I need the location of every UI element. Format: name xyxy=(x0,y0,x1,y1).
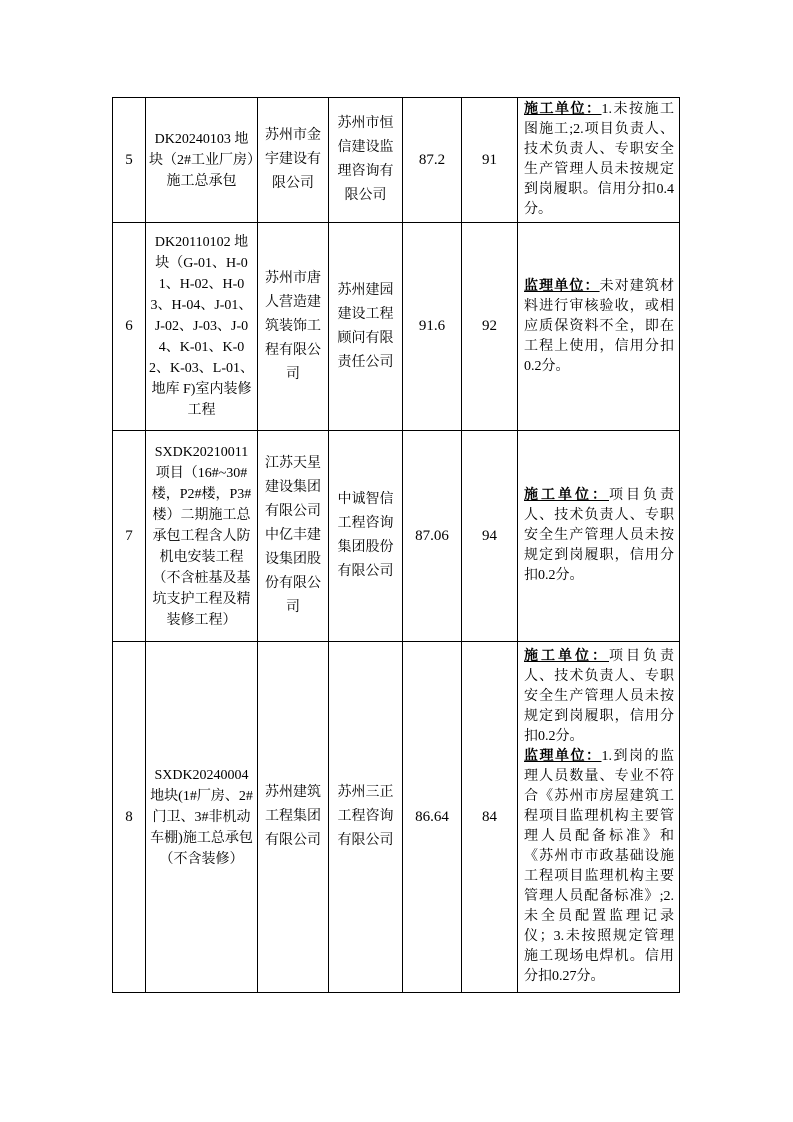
project-name-cell: SXDK20210011 项目（16#~30#楼，P2#楼，P3#楼）二期施工总承包工程含人防机电安装工程（不含桩基及基坑支护工程及精装修工程） xyxy=(146,431,258,642)
remark-text: 项目负责人、技术负责人、专职安全生产管理人员未按规定到岗履职，信用分扣0.2分。 xyxy=(524,488,674,583)
remark-item xyxy=(524,486,674,586)
score2-cell: 92 xyxy=(462,223,518,431)
table-row xyxy=(113,223,680,431)
credit-score-table xyxy=(112,97,680,993)
remark-item xyxy=(524,747,674,987)
score2-cell: 94 xyxy=(462,431,518,642)
row-number-cell: 7 xyxy=(113,431,146,642)
construction-company-cell: 江苏天星建设集团有限公司中亿丰建设集团股份有限公司 xyxy=(258,431,329,642)
table-row xyxy=(113,98,680,223)
row-number-cell: 8 xyxy=(113,642,146,993)
remark-unit-label: 监理单位： xyxy=(524,278,600,294)
supervision-company-cell: 苏州市恒信建设监理咨询有限公司 xyxy=(329,98,403,223)
supervision-company-cell: 苏州三正工程咨询有限公司 xyxy=(329,642,403,993)
table-row xyxy=(113,642,680,993)
remark-unit-label: 监理单位： xyxy=(524,749,602,764)
supervision-company-cell: 中诚智信工程咨询集团股份有限公司 xyxy=(329,431,403,642)
remark-unit-label: 施工单位： xyxy=(524,102,602,117)
score2-cell: 84 xyxy=(462,642,518,993)
remark-text: 1.到岗的监理人员数量、专业不符合《苏州市房屋建筑工程项目监理机构主要管理人员配备标准》和《苏州市市政基础设施工程项目监理机构主要管理人员配备标准》;2.未全员配置监理记录仪；3.未按照规定管理施工现场电焊机。信用分扣0.27分。 xyxy=(524,749,674,984)
row-number-cell: 5 xyxy=(113,98,146,223)
construction-company-cell: 苏州市唐人营造建筑装饰工程有限公司 xyxy=(258,223,329,431)
remark-text: 1.未按施工图施工;2.项目负责人、技术负责人、专职安全生产管理人员未按规定到岗履职。信用分扣0.4分。 xyxy=(524,102,674,217)
project-name-cell: DK20240103 地块（2#工业厂房）施工总承包 xyxy=(146,98,258,223)
remarks-cell xyxy=(518,98,680,223)
supervision-company-cell: 苏州建园建设工程顾问有限责任公司 xyxy=(329,223,403,431)
remark-item xyxy=(524,100,674,220)
score1-cell: 87.2 xyxy=(403,98,462,223)
project-name-cell: DK20110102 地块（G-01、H-01、H-02、H-03、H-04、J-01、J-02、J-03、J-04、K-01、K-02、K-03、L-01、地库 F)室内装修工程 xyxy=(146,223,258,431)
remark-text: 未对建筑材料进行审核验收，或相应质保资料不全，即在工程上使用，信用分扣0.2分。 xyxy=(524,278,675,374)
remark-unit-label: 施工单位： xyxy=(524,649,609,664)
score1-cell: 86.64 xyxy=(403,642,462,993)
remarks-cell xyxy=(518,431,680,642)
remarks-cell xyxy=(518,642,680,993)
score1-cell: 87.06 xyxy=(403,431,462,642)
remarks-cell xyxy=(518,223,680,431)
remark-item xyxy=(524,277,674,377)
remark-item xyxy=(524,647,674,747)
construction-company-cell: 苏州建筑工程集团有限公司 xyxy=(258,642,329,993)
project-name-cell: SXDK20240004地块(1#厂房、2#门卫、3#非机动车棚)施工总承包（不含装修） xyxy=(146,642,258,993)
score1-cell: 91.6 xyxy=(403,223,462,431)
remark-unit-label: 施工单位： xyxy=(524,488,609,503)
construction-company-cell: 苏州市金宇建设有限公司 xyxy=(258,98,329,223)
row-number-cell: 6 xyxy=(113,223,146,431)
remark-text: 项目负责人、技术负责人、专职安全生产管理人员未按规定到岗履职，信用分扣0.2分。 xyxy=(524,649,674,744)
score2-cell: 91 xyxy=(462,98,518,223)
table-row xyxy=(113,431,680,642)
